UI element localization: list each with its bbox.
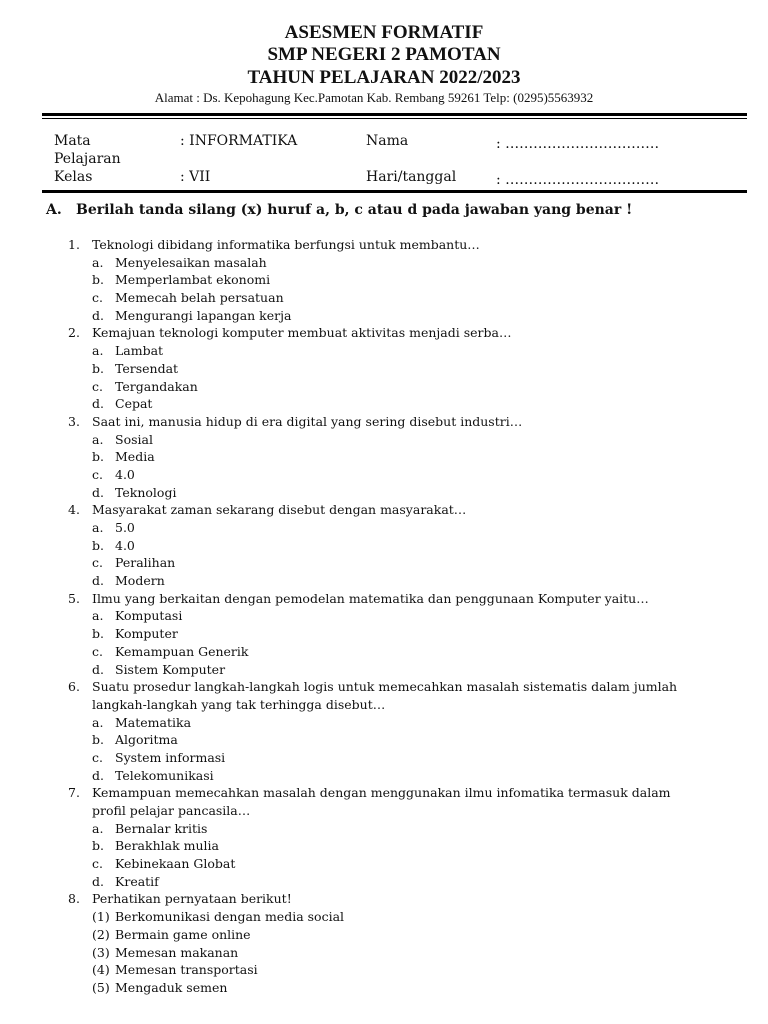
- name-label: Nama: [366, 133, 409, 149]
- question-row: [0, 324, 768, 342]
- option-text: Tergandakan: [115, 378, 198, 394]
- option-letter[interactable]: c.: [92, 555, 103, 571]
- class-label: Kelas: [54, 169, 93, 185]
- statement-number: (3): [92, 944, 110, 960]
- option-text: Komputer: [115, 626, 178, 642]
- answer-option[interactable]: [0, 537, 768, 555]
- answer-option[interactable]: [0, 342, 768, 360]
- statement-item: [0, 944, 768, 962]
- option-text: Menyelesaikan masalah: [115, 254, 267, 270]
- option-letter[interactable]: c.: [92, 856, 103, 872]
- answer-option[interactable]: [0, 554, 768, 572]
- question-number: 6.: [68, 679, 80, 695]
- question-text: Teknologi dibidang informatika berfungsi untuk membantu…: [92, 237, 480, 252]
- statement-number: (2): [92, 926, 110, 942]
- option-letter[interactable]: b.: [92, 360, 104, 376]
- option-letter[interactable]: a.: [92, 254, 104, 270]
- subject-value: : INFORMATIKA: [180, 133, 298, 149]
- option-letter[interactable]: b.: [92, 449, 104, 465]
- answer-option[interactable]: [0, 873, 768, 891]
- option-text: 4.0: [115, 466, 135, 482]
- question-row: [0, 678, 768, 696]
- question-number: 3.: [68, 413, 80, 429]
- answer-option[interactable]: [0, 307, 768, 325]
- option-text: Memperlambat ekonomi: [115, 272, 271, 288]
- option-letter[interactable]: c.: [92, 378, 103, 394]
- option-letter[interactable]: a.: [92, 714, 104, 730]
- option-letter[interactable]: c.: [92, 290, 103, 306]
- answer-option[interactable]: [0, 466, 768, 484]
- statement-text: Berkomunikasi dengan media social: [115, 909, 345, 925]
- option-letter[interactable]: c.: [92, 643, 103, 659]
- option-letter[interactable]: d.: [92, 573, 104, 589]
- answer-option[interactable]: [0, 289, 768, 307]
- question-row: [0, 501, 768, 519]
- date-label: Hari/tanggal: [366, 169, 457, 185]
- question-text: Kemajuan teknologi komputer membuat aktivitas menjadi serba…: [92, 325, 512, 341]
- question-number: 1.: [68, 237, 80, 252]
- question-text: Suatu prosedur langkah-langkah logis untuk memecahkan masalah sistematis dalam jumlah: [92, 679, 678, 695]
- question-text: Perhatikan pernyataan berikut!: [92, 891, 292, 907]
- answer-option[interactable]: [0, 749, 768, 767]
- answer-option[interactable]: [0, 572, 768, 590]
- school-address: Alamat : Ds. Kepohagung Kec.Pamotan Kab. Rembang 59261 Telp: (0295)5563932: [154, 90, 594, 105]
- option-letter[interactable]: a.: [92, 343, 104, 359]
- answer-option[interactable]: [0, 820, 768, 838]
- statement-number: (4): [92, 962, 110, 978]
- subject-label-cont: Pelajaran: [54, 151, 121, 167]
- header-divider-thin: [42, 118, 747, 119]
- school-name: SMP NEGERI 2 PAMOTAN: [267, 44, 501, 65]
- question-row: [0, 784, 768, 802]
- answer-option[interactable]: [0, 661, 768, 679]
- question-number: 8.: [68, 891, 80, 907]
- option-letter[interactable]: b.: [92, 732, 104, 748]
- option-text: Media: [115, 449, 155, 465]
- option-letter[interactable]: a.: [92, 820, 104, 836]
- question-row: [0, 890, 768, 908]
- option-text: Berakhlak mulia: [115, 838, 219, 854]
- option-text: Cepat: [115, 396, 153, 412]
- instruction-text: Berilah tanda silang (x) huruf a, b, c atau d pada jawaban yang benar !: [76, 202, 633, 218]
- option-text: Kebinekaan Globat: [115, 856, 236, 872]
- question-row: [0, 413, 768, 431]
- answer-option[interactable]: [0, 254, 768, 272]
- answer-option[interactable]: [0, 519, 768, 537]
- question-list: [0, 236, 768, 997]
- answer-option[interactable]: [0, 731, 768, 749]
- answer-option[interactable]: [0, 448, 768, 466]
- question-text: langkah-langkah yang tak terhingga disebut…: [92, 696, 386, 712]
- option-text: Kemampuan Generik: [115, 643, 249, 659]
- option-text: Mengurangi lapangan kerja: [115, 307, 292, 323]
- option-text: System informasi: [115, 749, 226, 765]
- option-text: Memecah belah persatuan: [115, 290, 284, 306]
- answer-option[interactable]: [0, 855, 768, 873]
- option-text: Sosial: [115, 431, 153, 447]
- question-number: 7.: [68, 785, 80, 801]
- header-divider-thick: [42, 113, 747, 116]
- answer-option[interactable]: [0, 395, 768, 413]
- option-letter[interactable]: a.: [92, 431, 104, 447]
- option-text: Algoritma: [115, 732, 178, 748]
- subject-label: Mata: [54, 133, 91, 149]
- option-letter[interactable]: a.: [92, 520, 104, 535]
- option-text: Teknologi: [115, 484, 177, 500]
- question-number: 5.: [68, 590, 80, 606]
- option-letter[interactable]: c.: [92, 466, 103, 482]
- answer-option[interactable]: [0, 837, 768, 855]
- question-text: Ilmu yang berkaitan dengan pemodelan matematika dan penggunaan Komputer yaitu…: [92, 590, 649, 606]
- statement-number: (1): [92, 909, 110, 925]
- option-letter[interactable]: d.: [92, 307, 104, 323]
- question-text: profil pelajar pancasila…: [92, 803, 251, 818]
- answer-option[interactable]: [0, 607, 768, 625]
- option-letter[interactable]: b.: [92, 272, 104, 288]
- statement-text: Mengaduk semen: [115, 979, 228, 995]
- answer-option[interactable]: [0, 360, 768, 378]
- section-letter: A.: [46, 202, 62, 218]
- answer-option[interactable]: [0, 431, 768, 449]
- option-letter[interactable]: d.: [92, 661, 104, 677]
- option-letter[interactable]: a.: [92, 608, 104, 624]
- statement-text: Bermain game online: [115, 926, 251, 942]
- question-text: Saat ini, manusia hidup di era digital yang sering disebut industri…: [92, 413, 523, 429]
- option-text: Modern: [115, 573, 165, 589]
- option-letter[interactable]: d.: [92, 873, 104, 889]
- option-text: Sistem Komputer: [115, 661, 226, 677]
- statement-text: Memesan makanan: [115, 944, 239, 960]
- academic-year: TAHUN PELAJARAN 2022/2023: [247, 67, 521, 88]
- option-text: Telekomunikasi: [115, 767, 214, 783]
- option-text: Komputasi: [115, 608, 183, 624]
- option-letter[interactable]: d.: [92, 396, 104, 412]
- statement-item: [0, 961, 768, 979]
- option-text: Tersendat: [115, 360, 179, 376]
- name-field[interactable]: : ……………………………: [496, 136, 660, 152]
- answer-option[interactable]: [0, 643, 768, 661]
- option-letter[interactable]: b.: [92, 626, 104, 642]
- answer-option[interactable]: [0, 484, 768, 502]
- class-value: : VII: [180, 169, 211, 185]
- statement-item: [0, 979, 768, 997]
- answer-option[interactable]: [0, 271, 768, 289]
- question-row: [0, 236, 768, 254]
- option-letter[interactable]: b.: [92, 838, 104, 854]
- statement-item: [0, 926, 768, 944]
- option-letter[interactable]: c.: [92, 749, 103, 765]
- date-field[interactable]: : ……………………………: [496, 172, 660, 188]
- answer-option[interactable]: [0, 767, 768, 785]
- option-text: 4.0: [115, 537, 135, 553]
- option-text: Bernalar kritis: [115, 820, 208, 836]
- answer-option[interactable]: [0, 714, 768, 732]
- question-number: 2.: [68, 325, 80, 341]
- answer-option[interactable]: [0, 378, 768, 396]
- answer-option[interactable]: [0, 625, 768, 643]
- option-text: Lambat: [115, 343, 164, 359]
- identity-divider: [42, 190, 747, 193]
- option-text: Peralihan: [115, 555, 176, 571]
- statement-text: Memesan transportasi: [115, 962, 258, 978]
- option-letter[interactable]: d.: [92, 767, 104, 783]
- question-row: [0, 590, 768, 608]
- question-text: Masyarakat zaman sekarang disebut dengan masyarakat…: [92, 502, 467, 518]
- exam-title: ASESMEN FORMATIF: [284, 22, 484, 43]
- question-number: 4.: [68, 502, 80, 518]
- question-text: Kemampuan memecahkan masalah dengan menggunakan ilmu infomatika termasuk dalam: [92, 785, 671, 801]
- option-text: Matematika: [115, 714, 192, 730]
- option-text: 5.0: [115, 520, 135, 535]
- option-letter[interactable]: d.: [92, 484, 104, 500]
- section-instruction: [46, 201, 746, 219]
- question-row-cont: [0, 802, 768, 820]
- statement-number: (5): [92, 979, 110, 995]
- option-letter[interactable]: b.: [92, 537, 104, 553]
- option-text: Kreatif: [115, 873, 159, 889]
- question-row-cont: [0, 696, 768, 714]
- statement-item: [0, 908, 768, 926]
